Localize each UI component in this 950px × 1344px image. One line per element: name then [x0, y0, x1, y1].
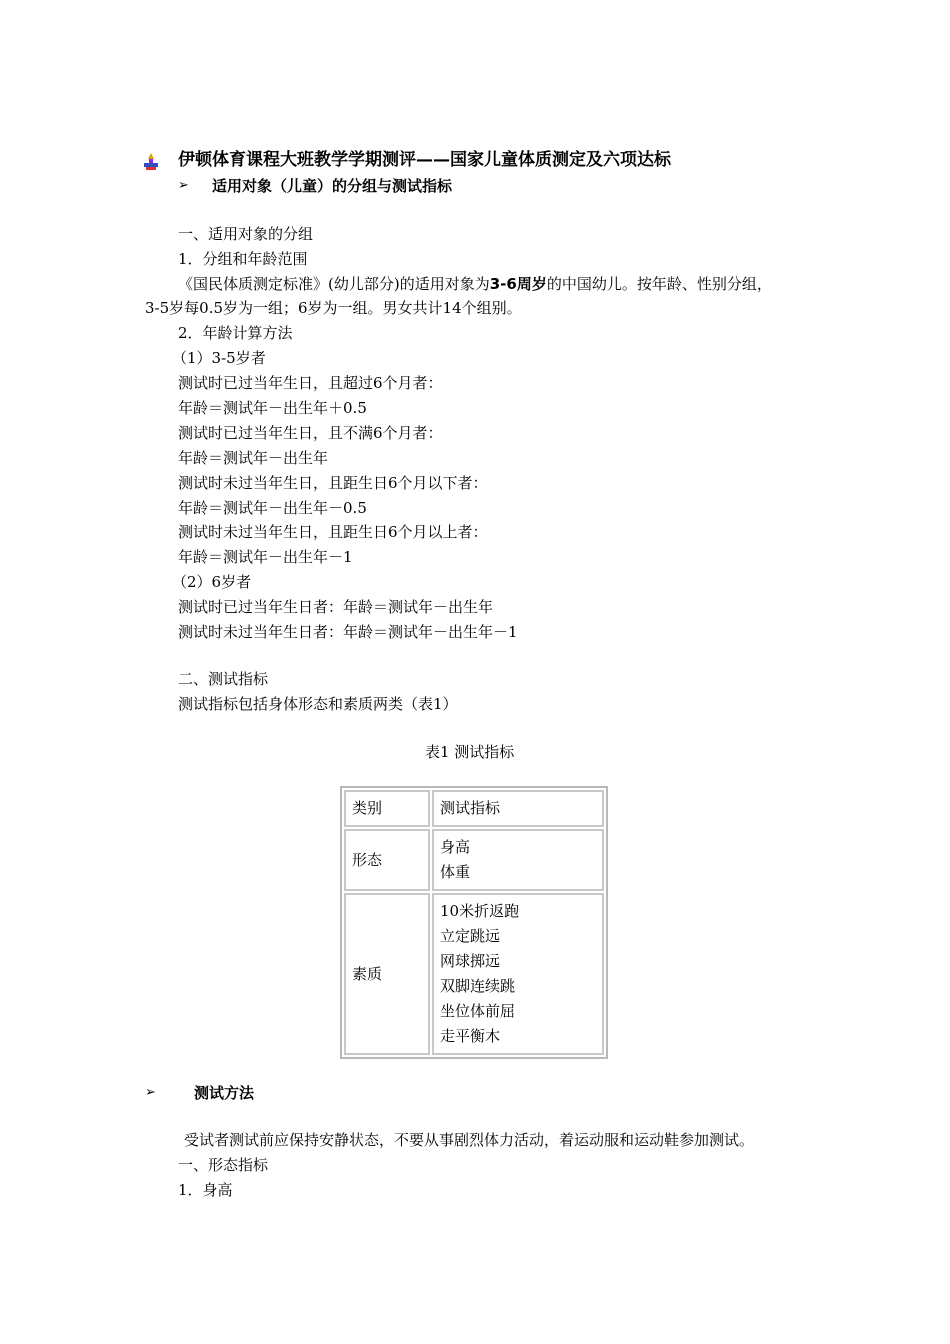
metrics-table: [340, 786, 608, 1059]
metric-item: 坐位体前屈: [440, 1002, 516, 1020]
table-header-cell: 测试指标: [432, 790, 604, 827]
table-row: [344, 829, 604, 891]
subheading: 1．身高: [178, 1181, 233, 1199]
text-line: 测试时已过当年生日，且不满6个月者：: [178, 424, 443, 442]
formula-line: 年龄＝测试年－出生年＋0.5: [178, 399, 367, 417]
subheading: 一、形态指标: [178, 1156, 269, 1174]
formula-line: 年龄＝测试年－出生年－1: [178, 548, 353, 566]
paragraph-line: 《国民体质测定标准》(幼儿部分)的适用对象为3-6周岁的中国幼儿。按年龄、性别分组，: [178, 275, 772, 293]
text-line: 测试时未过当年生日，且距生日6个月以上者：: [178, 523, 488, 541]
text-line: 测试时未过当年生日，且距生日6个月以下者：: [178, 474, 488, 492]
document-title: 伊顿体育课程大班教学学期测评——国家儿童体质测定及六项达标: [178, 150, 671, 170]
metric-item: 网球掷远: [440, 952, 501, 970]
metric-item: 10米折返跑: [440, 902, 520, 920]
case-heading: （1）3-5岁者: [172, 349, 266, 367]
text-line: 测试时已过当年生日，且超过6个月者：: [178, 374, 443, 392]
table-header-cell: 类别: [344, 790, 430, 827]
items-cell: [432, 829, 604, 891]
metric-item: 立定跳远: [440, 927, 501, 945]
text-line: 测试时已过当年生日者：年龄＝测试年－出生年: [178, 598, 494, 616]
formula-line: 年龄＝测试年－出生年－0.5: [178, 499, 367, 517]
section-heading: 测试方法: [194, 1084, 255, 1102]
part2-heading: 二、测试指标: [178, 670, 269, 688]
table-header-row: [344, 790, 604, 827]
section-heading: 适用对象（儿童）的分组与测试指标: [212, 177, 453, 195]
category-cell: 形态: [344, 829, 430, 891]
arrow-bullet-icon: ➢: [178, 178, 189, 193]
items-cell: [432, 893, 604, 1055]
subheading: 1．分组和年龄范围: [178, 250, 308, 268]
table-row: [344, 893, 604, 1055]
metric-item: 走平衡木: [440, 1027, 501, 1045]
bold-age-range: 3-6周岁: [489, 275, 547, 293]
formula-line: 年龄＝测试年－出生年: [178, 449, 329, 467]
case-heading: （2）6岁者: [172, 573, 252, 591]
paragraph-line: 3-5岁每0.5岁为一组；6岁为一组。男女共计14个组别。: [145, 299, 522, 317]
part1-heading: 一、适用对象的分组: [178, 225, 314, 243]
subheading: 2．年龄计算方法: [178, 324, 293, 342]
table-caption: 表1 测试指标: [425, 743, 515, 761]
text-line: 测试指标包括身体形态和素质两类（表1）: [178, 695, 458, 713]
category-cell: 素质: [344, 893, 430, 1055]
text-line: 受试者测试前应保持安静状态，不要从事剧烈体力活动，着运动服和运动鞋参加测试。: [184, 1131, 755, 1149]
bullet-marker-icon: [143, 153, 159, 171]
arrow-bullet-icon: ➢: [145, 1085, 156, 1100]
metric-item: 体重: [440, 863, 471, 881]
metric-item: 双脚连续跳: [440, 977, 516, 995]
metric-item: 身高: [440, 838, 471, 856]
text-line: 测试时未过当年生日者：年龄＝测试年－出生年－1: [178, 623, 518, 641]
